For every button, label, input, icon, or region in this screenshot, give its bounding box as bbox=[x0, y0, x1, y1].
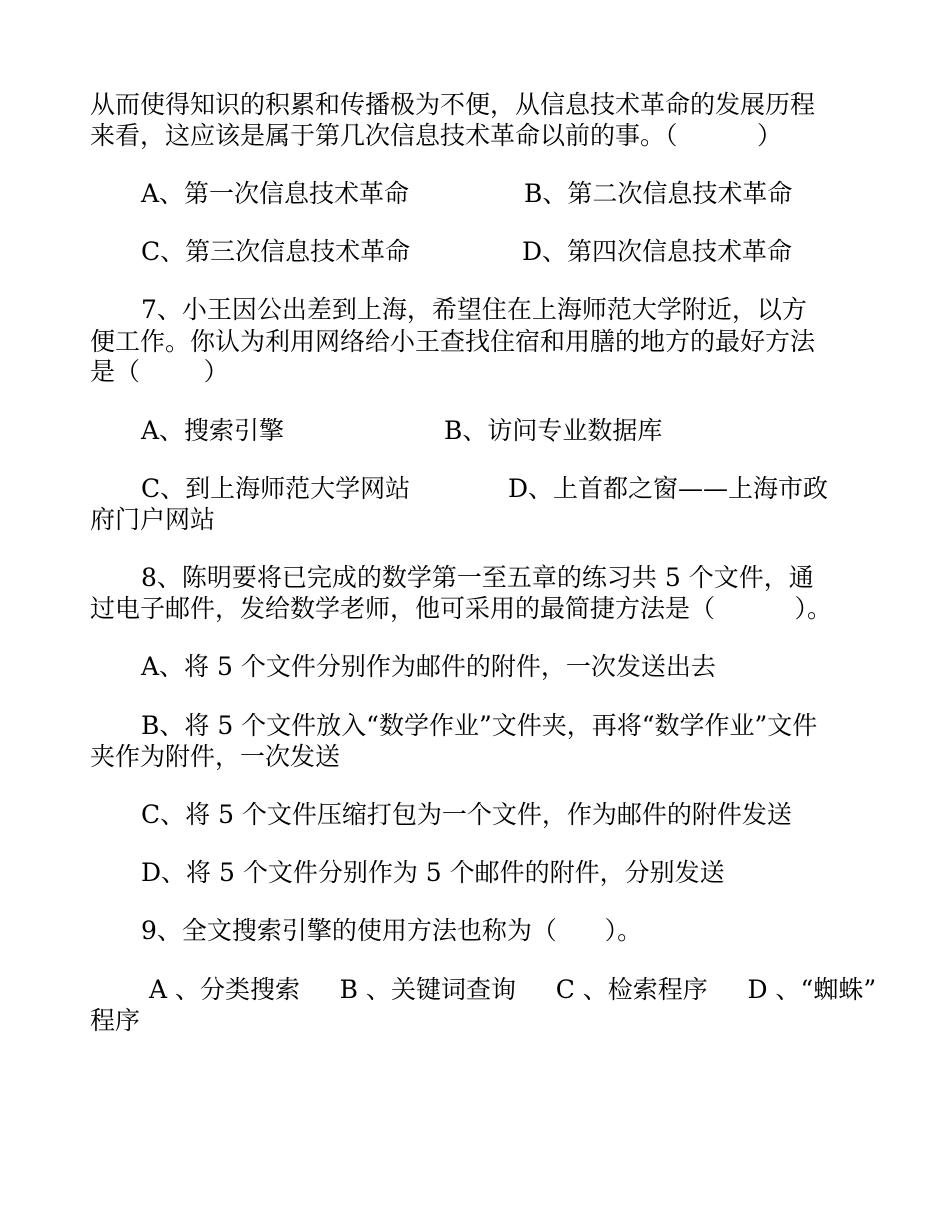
q6-option-a: A、第一次信息技术革命 bbox=[141, 179, 410, 208]
q7-stem-line-2: 便工作。你认为利用网络给小王查找住宿和用膳的地方的最好方法 bbox=[90, 327, 816, 356]
q6-stem-line-2: 来看，这应该是属于第几次信息技术革命以前的事。（ ） bbox=[90, 121, 782, 150]
q9-stem: 9、全文搜索引擎的使用方法也称为（ ）。 bbox=[141, 916, 643, 945]
q7-stem-line-1: 7、小王因公出差到上海，希望住在上海师范大学附近，以方 bbox=[141, 295, 807, 324]
q6-option-d: D、第四次信息技术革命 bbox=[522, 237, 793, 266]
q7-option-a: A、搜索引擎 bbox=[141, 416, 285, 445]
q7-option-d-wrap: 府门户网站 bbox=[90, 505, 216, 534]
q7-option-d: D、上首都之窗——上海市政 bbox=[508, 474, 829, 503]
q7-stem-line-3: 是（ ） bbox=[90, 357, 229, 386]
q6-option-c: C、第三次信息技术革命 bbox=[141, 237, 411, 266]
q8-option-b-line-2: 夹作为附件，一次发送 bbox=[90, 742, 341, 771]
q7-option-b: B、访问专业数据库 bbox=[444, 416, 663, 445]
q8-option-a: A、将 5 个文件分别作为邮件的附件，一次发送出去 bbox=[141, 652, 716, 681]
q8-option-b-line-1: B、将 5 个文件放入“数学作业”文件夹，再将“数学作业”文件 bbox=[141, 711, 818, 740]
q9-options-line-1: A 、分类搜索 B 、关键词查询 C 、检索程序 D 、“蜘蛛” bbox=[141, 975, 877, 1004]
q8-option-c: C、将 5 个文件压缩打包为一个文件，作为邮件的附件发送 bbox=[141, 800, 792, 829]
q7-option-c: C、到上海师范大学网站 bbox=[141, 474, 411, 503]
q9-options-line-2: 程序 bbox=[90, 1006, 141, 1035]
q6-option-b: B、第二次信息技术革命 bbox=[524, 179, 793, 208]
q6-stem-line-1: 从而使得知识的积累和传播极为不便，从信息技术革命的发展历程 bbox=[90, 90, 816, 119]
q8-stem-line-2: 过电子邮件，发给数学老师，他可采用的最简捷方法是（ ）。 bbox=[90, 594, 832, 623]
q8-option-d: D、将 5 个文件分别作为 5 个邮件的附件，分别发送 bbox=[141, 858, 725, 887]
q8-stem-line-1: 8、陈明要将已完成的数学第一至五章的练习共 5 个文件，通 bbox=[141, 563, 814, 592]
